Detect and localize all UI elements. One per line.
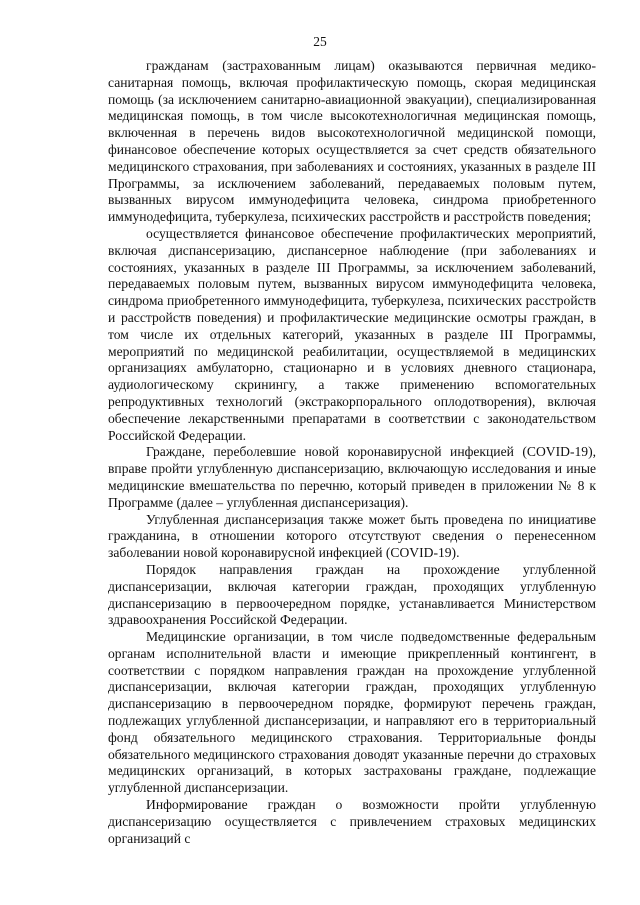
paragraph-referral-order: Порядок направления граждан на прохождение углубленной диспансеризации, включая категории граждан, проходящих углубленную диспансеризацию в первоочередном порядке, устанавливается Министерством здравоохранения Российской Федерации.: [108, 561, 596, 628]
paragraph-medical-organizations: Медицинские организации, в том числе подведомственные федеральным органам исполнительной власти и имеющие прикрепленный контингент, в соответствии с порядком направления граждан на прохождение углубленной диспансеризации, включая категории граждан, проходящих углубленную диспансеризацию в первоочередном порядке, формируют перечень граждан, подлежащих углубленной диспансеризации, и направляют его в территориальный фонд обязательного медицинского страхования. Территориальные фонды обязательного медицинского страхования доводят указанные перечни до страховых медицинских организаций, в которых застрахованы граждане, подлежащие углубленной диспансеризации.: [108, 629, 596, 796]
paragraph-covid-recovered: Граждане, переболевшие новой коронавирусной инфекцией (COVID-19), вправе пройти углубленную диспансеризацию, включающую исследования и иные медицинские вмешательства по перечню, который приведен в приложении № 8 к Программе (далее – углубленная диспансеризация).: [108, 444, 596, 510]
paragraph-insured-assistance: гражданам (застрахованным лицам) оказываются первичная медико-санитарная помощь, включая профилактическую помощь, скорая медицинская помощь (за исключением санитарно-авиационной эвакуации), специализированная медицинская помощь, в том числе высокотехнологичная медицинская помощь, включенная в перечень видов высокотехнологичной медицинской помощи, финансовое обеспечение которых осуществляется за счет средств обязательного медицинского страхования, при заболеваниях и состояниях, указанных в разделе III Программы, за исключением заболеваний, передаваемых половым путем, вызванных вирусом иммунодефицита человека, синдрома приобретенного иммунодефицита, туберкулеза, психических расстройств и расстройств поведения;: [108, 58, 596, 225]
paragraph-preventive-financing: осуществляется финансовое обеспечение профилактических мероприятий, включая диспансеризацию, диспансерное наблюдение (при заболеваниях и состояниях, указанных в разделе III Программы, за исключением заболеваний, передаваемых половым путем, вызванных вирусом иммунодефицита человека, синдрома приобретенного иммунодефицита, туберкулеза, психических расстройств и расстройств поведения) и профилактические медицинские осмотры граждан, в том числе их отдельных категорий, указанных в разделе III Программы, мероприятий по медицинской реабилитации, осуществляемой в медицинских организациях амбулаторно, стационарно и в условиях дневного стационара, аудиологическому скринингу, а также применению вспомогательных репродуктивных технологий (экстракорпорального оплодотворения), включая обеспечение лекарственными препаратами в соответствии с законодательством Российской Федерации.: [108, 225, 596, 443]
paragraph-informing: Информирование граждан о возможности пройти углубленную диспансеризацию осуществляется с привлечением страховых медицинских организаций с: [108, 797, 596, 846]
page-number: 25: [313, 34, 327, 49]
paragraph-initiative: Углубленная диспансеризация также может быть проведена по инициативе гражданина, в отношении которого отсутствуют сведения о перенесенном заболевании новой коронавирусной инфекцией (COVID-19).: [108, 511, 596, 561]
document-body: [108, 58, 596, 847]
